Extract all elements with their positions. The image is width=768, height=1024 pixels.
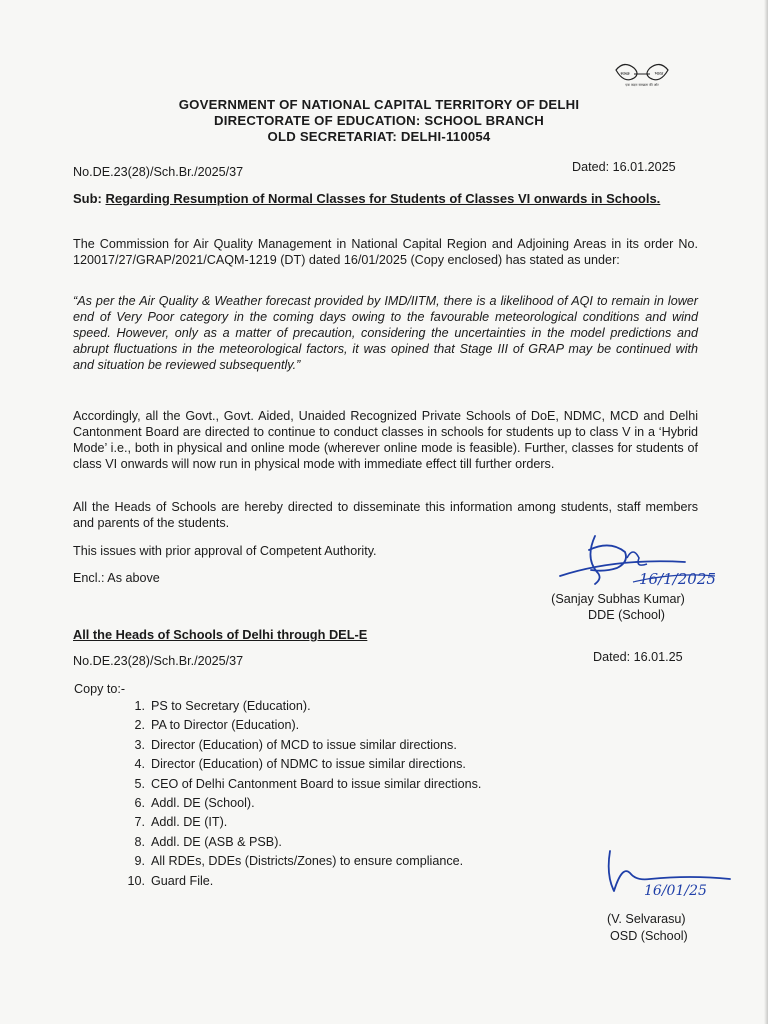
copy-reference-number: No.DE.23(28)/Sch.Br./2025/37: [73, 654, 244, 668]
addressee-line: All the Heads of Schools of Delhi through DEL-E: [73, 627, 368, 642]
page-edge-shadow: [764, 0, 768, 1024]
enclosure-note: Encl.: As above: [73, 571, 160, 585]
body-paragraph-2: Accordingly, all the Govt., Govt. Aided, Unaided Recognized Private Schools of DoE, NDMC, MCD and Delhi Cantonment Board are directed to continue to conduct classes in schools for students up to class V in a ‘Hybrid Mode’ i.e., both in physical and online mode (wherever online mode is feasible). Further, classes for students of class VI onwards will now run in physical mode with immediate effect till further orders.: [73, 409, 698, 471]
signatory-2-designation: OSD (School): [610, 929, 688, 943]
subject-prefix: Sub:: [73, 191, 102, 206]
reference-number: No.DE.23(28)/Sch.Br./2025/37: [73, 165, 244, 179]
swachh-bharat-logo: [610, 58, 674, 88]
signature-v-selvarasu: [600, 845, 740, 900]
signatory-2-name: (V. Selvarasu): [607, 912, 686, 926]
list-item: 10. Guard File.: [127, 873, 214, 888]
quoted-order-text: “As per the Air Quality & Weather forecast provided by IMD/IITM, there is a likelihood of AQI to remain in lower end of Very Poor category in the coming days owing to the favourable meteorological conditions and wind speed. However, only as a matter of precaution, considering the uncertainties in the model predictions and abrupt fluctuations in the meteorological factors, it was opined that Stage III of GRAP may be continued with and situation be reviewed subsequently.”: [73, 294, 698, 372]
signature-sanjay-subhas-kumar: [555, 528, 755, 590]
list-item: 4. Director (Education) of NDMC to issue similar directions.: [134, 757, 466, 772]
body-paragraph-4: This issues with prior approval of Competent Authority.: [73, 544, 377, 558]
logo-tagline: एक कदम स्वच्छता की ओर: [625, 83, 659, 87]
list-item: 9. All RDEs, DDEs (Districts/Zones) to ensure compliance.: [134, 854, 464, 869]
list-item: 6. Addl. DE (School).: [134, 795, 255, 810]
header-line-2: DIRECTORATE OF EDUCATION: SCHOOL BRANCH: [214, 113, 544, 128]
list-item: 5. CEO of Delhi Cantonment Board to issue similar directions.: [134, 776, 482, 791]
header-line-1: GOVERNMENT OF NATIONAL CAPITAL TERRITORY OF DELHI: [178, 97, 580, 112]
logo-left-text: स्वच्छ: [620, 72, 630, 77]
copy-date: Dated: 16.01.25: [593, 650, 683, 664]
list-item: 3. Director (Education) of MCD to issue similar directions.: [134, 737, 457, 752]
order-date: Dated: 16.01.2025: [572, 160, 676, 174]
signatory-1-designation: DDE (School): [588, 608, 665, 622]
subject-text: Regarding Resumption of Normal Classes for Students of Classes VI onwards in Schools.: [105, 191, 661, 206]
body-paragraph-1: The Commission for Air Quality Management in National Capital Region and Adjoining Areas in its order No. 120017/27/GRAP/2021/CAQM-1219 (DT) dated 16/01/2025 (Copy enclosed) has stated as under:: [73, 237, 698, 267]
logo-right-text: भारत: [654, 72, 664, 77]
signature-1-date: 16/1/2025: [639, 570, 716, 588]
list-item: 8. Addl. DE (ASB & PSB).: [134, 834, 282, 849]
list-item: 7. Addl. DE (IT).: [134, 815, 228, 830]
copy-to-list: [120, 697, 481, 891]
header-line-3: OLD SECRETARIAT: DELHI-110054: [267, 129, 491, 144]
subject-line: [73, 190, 698, 207]
list-item: 2. PA to Director (Education).: [134, 718, 300, 733]
list-item: 1. PS to Secretary (Education).: [134, 699, 311, 713]
signature-2-date: 16/01/25: [644, 883, 707, 899]
signatory-1-name: (Sanjay Subhas Kumar): [551, 592, 685, 606]
copy-to-label: Copy to:-: [74, 682, 126, 696]
body-paragraph-3: All the Heads of Schools are hereby directed to disseminate this information among students, staff members and parents of the students.: [73, 500, 698, 530]
